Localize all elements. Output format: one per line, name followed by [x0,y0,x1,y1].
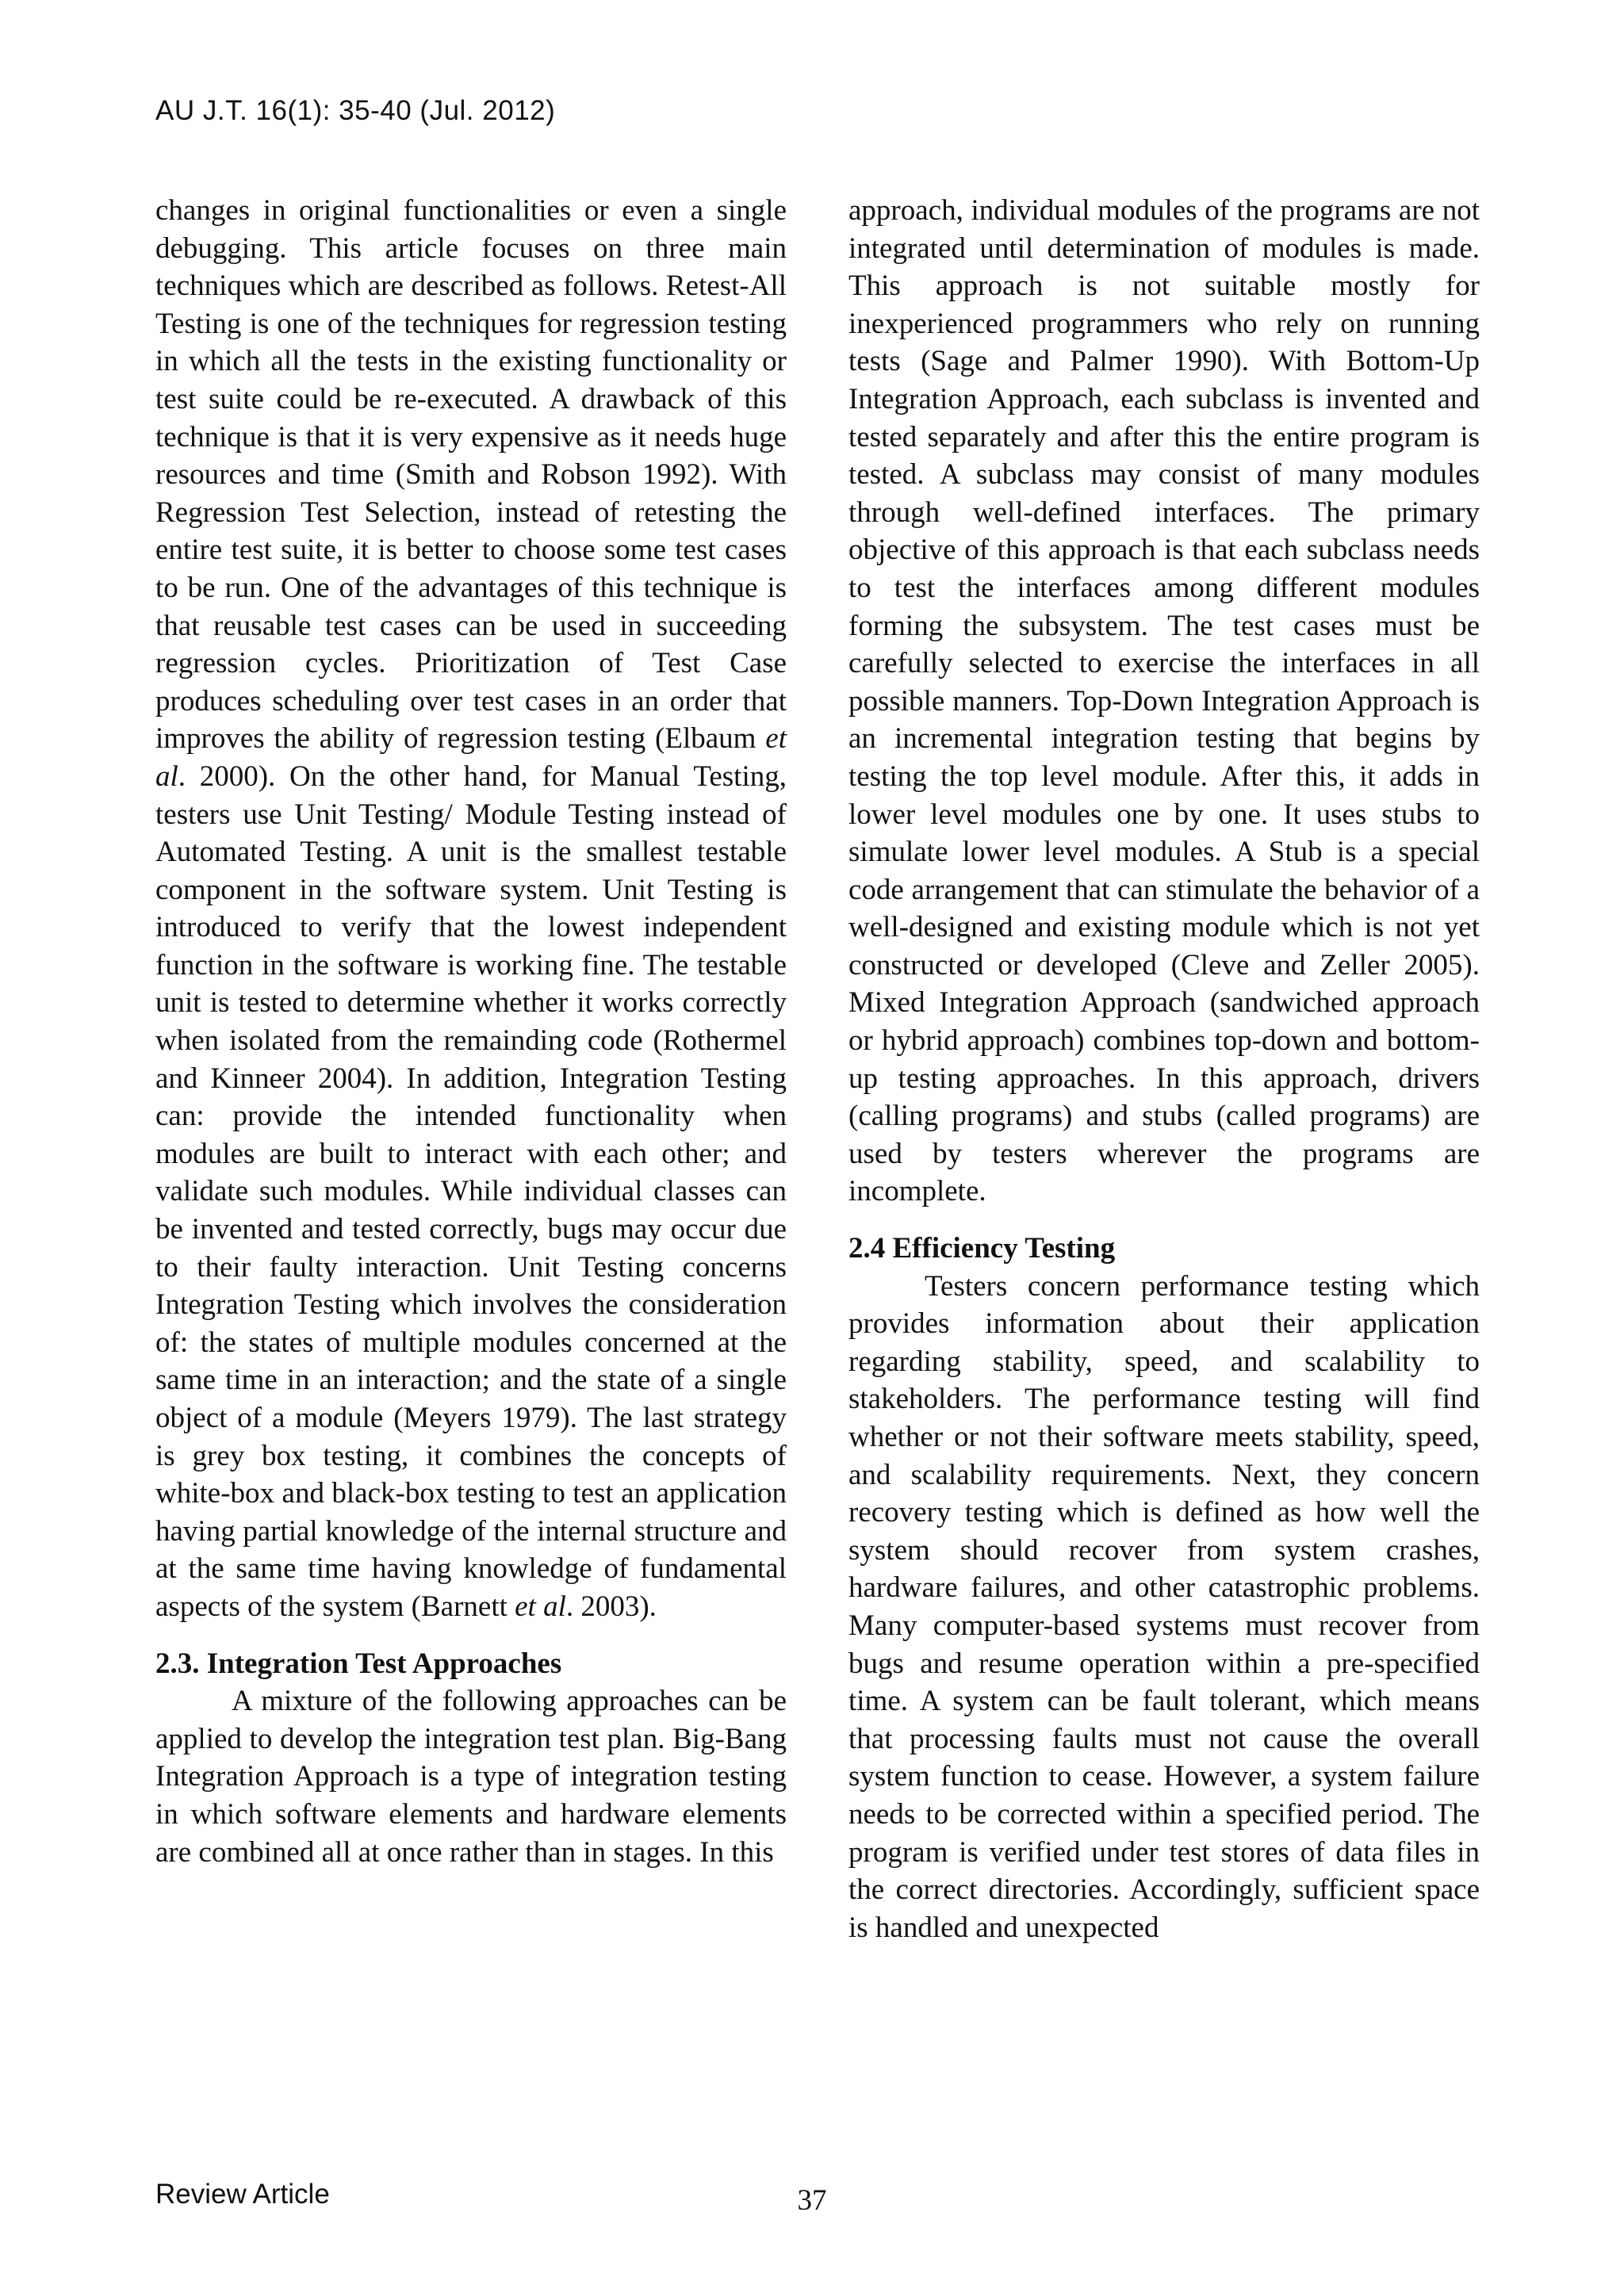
body-paragraph: approach, individual modules of the programs are not integrated until determination of modules is made. This approach is not suitable mostly for inexperienced programmers who rely on running tests (Sage and Palmer 1990). With Bottom-Up Integration Approach, each subclass is invented and tested separately and after this the entire program is tested. A subclass may consist of many modules through well-defined interfaces. The primary objective of this approach is that each subclass needs to test the interfaces among different modules forming the subsystem. The test cases must be carefully selected to exercise the interfaces in all possible manners. Top-Down Integration Approach is an incremental integration testing that begins by testing the top level module. After this, it adds in lower level modules one by one. It uses stubs to simulate lower level modules. A Stub is a special code arrangement that can stimulate the behavior of a well-designed and existing module which is not yet constructed or developed (Cleve and Zeller 2005). Mixed Integration Approach (sandwiched approach or hybrid approach) combines top-down and bottom-up testing approaches. In this approach, drivers (calling programs) and stubs (called programs) are used by testers wherever the programs are incomplete. [848,194,1480,1208]
running-header: AU J.T. 16(1): 35-40 (Jul. 2012) [155,95,556,126]
citation-et-al: et al [155,722,787,793]
section-heading-2-4: 2.4 Efficiency Testing [848,1232,1116,1265]
body-paragraph [155,192,787,1626]
paragraph-text: changes in original functionalities or even a single debugging. This article focuses on three main techniques which are described as follows. Retest-All Testing is one of the techniques for regression testing in which all the tests in the existing functionality or test suite could be re-executed. A drawback of this technique is that it is very expensive as it needs huge resources and time (Smith and Robson 1992). With Regression Test Selection, instead of retesting the entire test suite, it is better to choose some test cases to be run. One of the advantages of this technique is that reusable test cases can be used in succeeding regression cycles. Prioritization of Test Case produces scheduling over test cases in an order that improves the ability of regression testing (Elbaum [155,194,787,756]
body-paragraph: Testers concern performance testing which provides information about their application regarding stability, speed, and scalability to stakeholders. The performance testing will find whether or not their software meets stability, speed, and scalability requirements. Next, they concern recovery testing which is defined as how well the system should recover from system crashes, hardware failures, and other catastrophic problems. Many computer-based systems must recover from bugs and resume operation within a pre-specified time. A system can be fault tolerant, which means that processing faults must not cause the overall system function to cease. However, a system failure needs to be corrected within a specified period. The program is verified under test stores of data files in the correct directories. Accordingly, sufficient space is handled and unexpected [848,1269,1480,1944]
left-column [155,192,787,1871]
article-type-footer: Review Article [155,2179,330,2210]
paragraph-text: . 2000). On the other hand, for Manual Testing, testers use Unit Testing/ Module Testing instead of Automated Testing. A unit is the smallest testable component in the software system. Unit Testing is introduced to verify that the lowest independent function in the software is working fine. The testable unit is tested to determine whether it works correctly when isolated from the remainding code (Rothermel and Kinneer 2004). In addition, Integration Testing can: provide the intended functionality when modules are built to interact with each other; and validate such modules. While individual classes can be invented and tested correctly, bugs may occur due to their faulty interaction. Unit Testing concerns Integration Testing which involves the consideration of: the states of multiple modules concerned at the same time in an interaction; and the state of a single object of a module (Meyers 1979). The last strategy is grey box testing, it combines the concepts of white-box and black-box testing to test an application having partial knowledge of the internal structure and at the same time having knowledge of fundamental aspects of the system (Barnett [155,760,787,1623]
page-number: 37 [797,2184,827,2217]
section-heading-2-3: 2.3. Integration Test Approaches [155,1647,562,1680]
body-paragraph: A mixture of the following approaches can be applied to develop the integration test plan. Big-Bang Integration Approach is a type of integration testing in which software elements and hardware elements are combined all at once rather than in stages. In this [155,1685,787,1869]
citation-et-al: et al [515,1590,566,1623]
right-column [848,192,1480,1946]
paragraph-text: . 2003). [565,1590,657,1623]
